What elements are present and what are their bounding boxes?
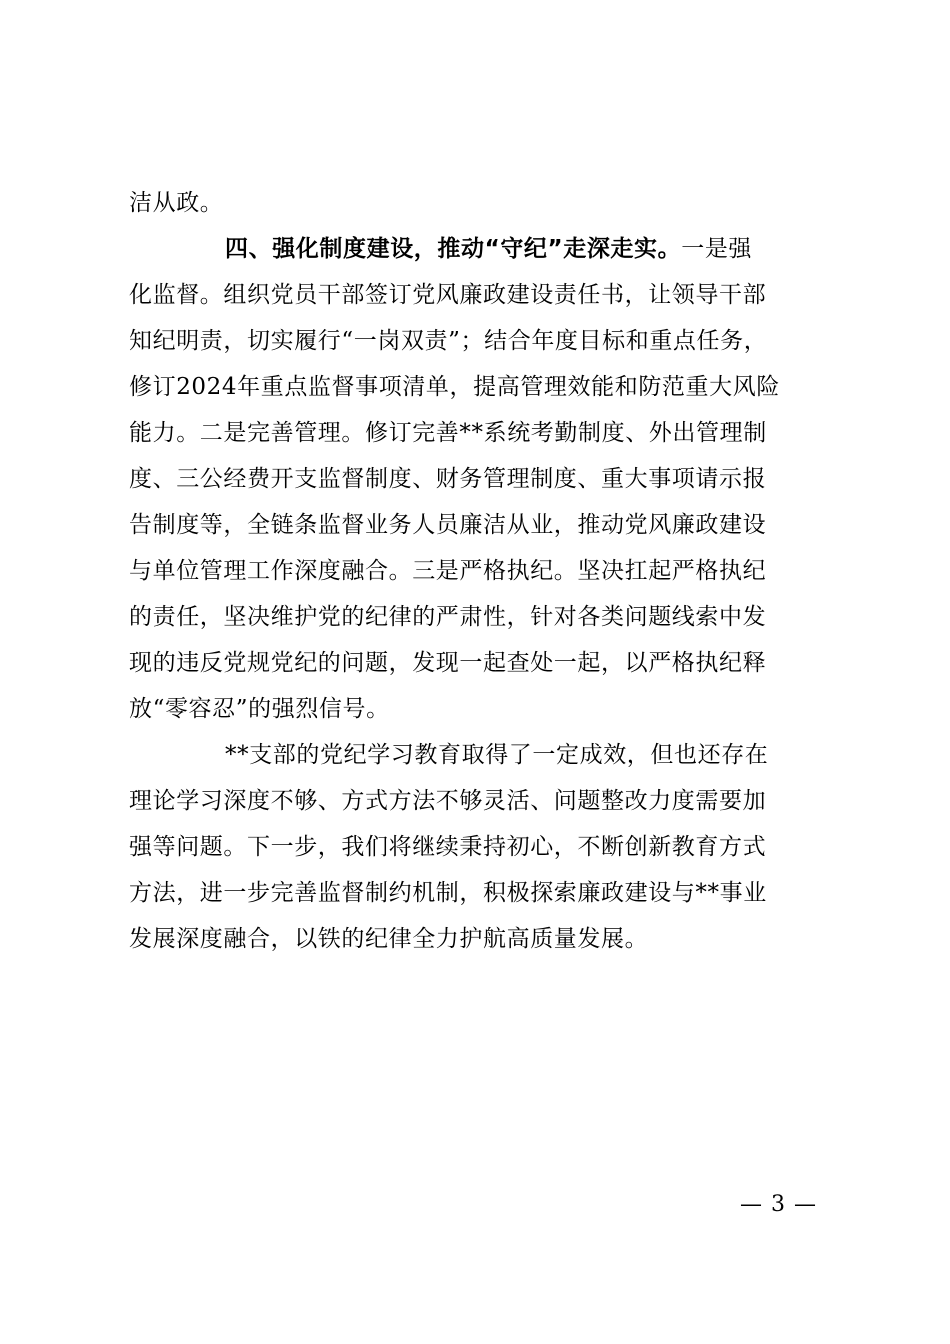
section-heading-tail: 一是强 bbox=[681, 236, 753, 262]
paragraph-line: 能力。二是完善管理。修订完善**系统考勤制度、外出管理制 bbox=[129, 420, 767, 446]
paragraph-line: 理论学习深度不够、方式方法不够灵活、问题整改力度需要加 bbox=[129, 788, 767, 814]
page-number: — 3 — bbox=[740, 1192, 817, 1217]
paragraph-line: 修订2024年重点监督事项清单，提高管理效能和防范重大风险 bbox=[129, 374, 780, 400]
paragraph-line: 化监督。组织党员干部签订党风廉政建设责任书，让领导干部 bbox=[129, 282, 767, 308]
section-heading-line bbox=[129, 226, 831, 272]
paragraph-line: 发展深度融合，以铁的纪律全力护航高质量发展。 bbox=[129, 926, 649, 952]
paragraph-line: 与单位管理工作深度融合。三是严格执纪。坚决扛起严格执纪 bbox=[129, 558, 767, 584]
paragraph-line: 现的违反党规党纪的问题，发现一起查处一起，以严格执纪释 bbox=[129, 650, 767, 676]
paragraph-line: 度、三公经费开支监督制度、财务管理制度、重大事项请示报 bbox=[129, 466, 767, 492]
paragraph-line: 方法，进一步完善监督制约机制，积极探索廉政建设与**事业 bbox=[129, 880, 767, 906]
paragraph-line: 告制度等，全链条监督业务人员廉洁从业，推动党风廉政建设 bbox=[129, 512, 767, 538]
document-body bbox=[129, 180, 831, 962]
section-heading: 四、强化制度建设，推动“守纪”走深走实。 bbox=[225, 236, 682, 262]
paragraph-line: 放“零容忍”的强烈信号。 bbox=[129, 696, 390, 722]
paragraph-line: 洁从政。 bbox=[129, 190, 224, 216]
paragraph-line: 的责任，坚决维护党的纪律的严肃性，针对各类问题线索中发 bbox=[129, 604, 767, 630]
paragraph-line: 知纪明责，切实履行“一岗双责”；结合年度目标和重点任务， bbox=[129, 328, 768, 354]
paragraph-line: 强等问题。下一步，我们将继续秉持初心，不断创新教育方式 bbox=[129, 834, 767, 860]
paragraph-line: **支部的党纪学习教育取得了一定成效，但也还存在 bbox=[225, 742, 769, 768]
